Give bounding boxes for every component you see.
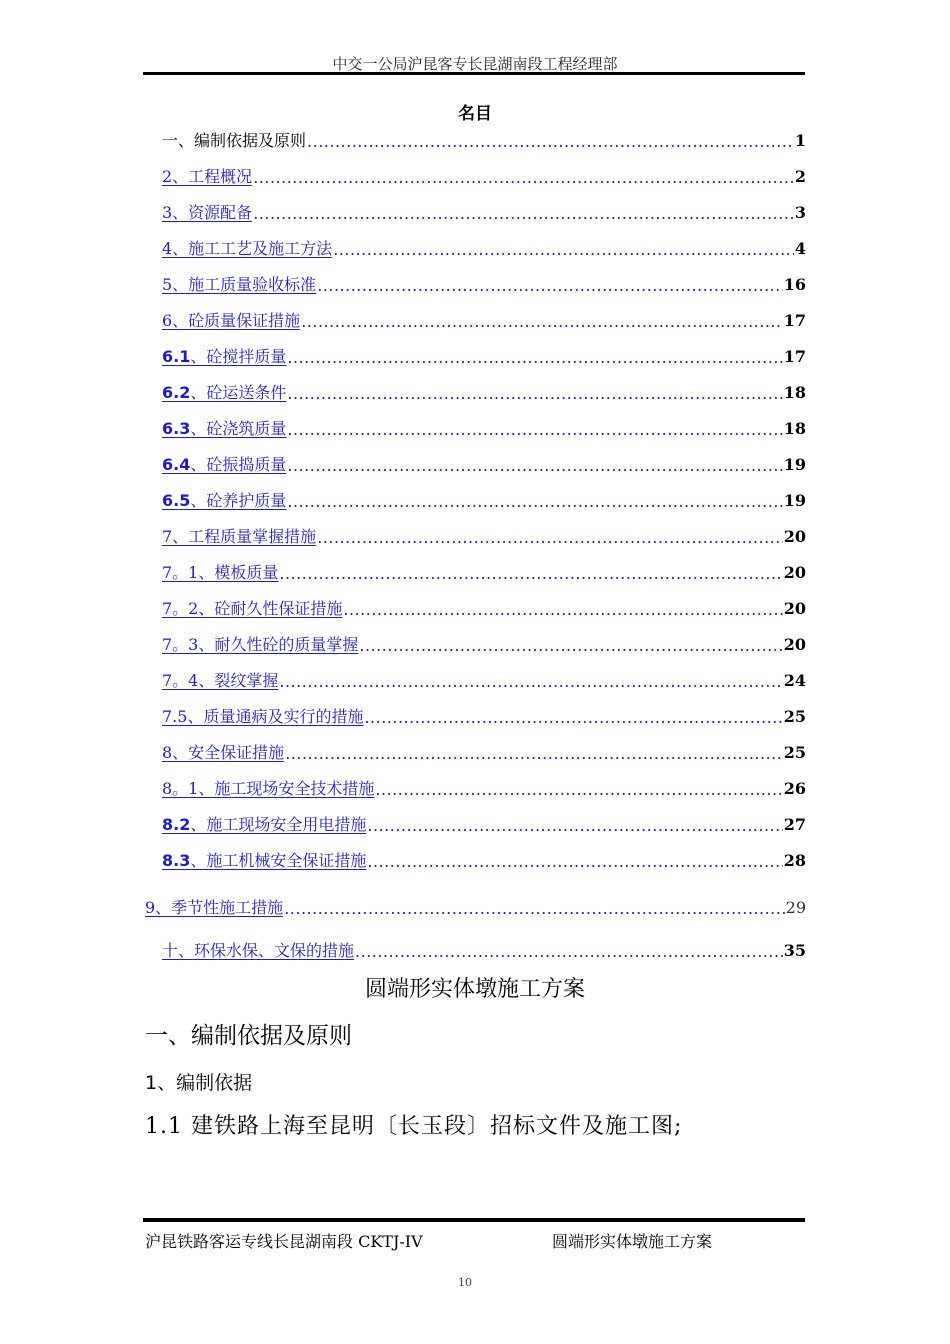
toc-entry-page: 20	[783, 635, 806, 654]
toc-entry-number: 8.3	[162, 851, 191, 870]
page-header: 中交一公局沪昆客专长昆湖南段工程经理部	[332, 55, 618, 73]
toc-entry-number: 6.1	[162, 347, 191, 366]
toc-entry-page: 3	[794, 203, 806, 222]
toc-leader-dots	[284, 900, 784, 918]
toc-title: 名目	[458, 104, 492, 124]
toc-entry[interactable]	[162, 847, 806, 871]
toc-entry-label[interactable]: 8.2、施工现场安全用电措施	[162, 815, 367, 834]
footer-left-text: 沪昆铁路客运专线长昆湖南段 CKTJ-IV	[145, 1232, 423, 1251]
toc-leader-dots	[375, 781, 782, 799]
toc-entry-page: 17	[783, 311, 806, 330]
toc-entry-page: 17	[783, 347, 806, 366]
toc-entry[interactable]	[162, 631, 806, 655]
toc-entry[interactable]	[162, 379, 806, 403]
toc-leader-dots	[253, 169, 794, 187]
footer-rule	[143, 1218, 805, 1222]
toc-leader-dots	[367, 853, 782, 871]
toc-entry[interactable]	[162, 487, 806, 511]
toc-entry[interactable]	[162, 235, 806, 259]
toc-entry[interactable]	[162, 271, 806, 295]
toc-entry-page: 20	[783, 599, 806, 618]
toc-entry-page: 19	[783, 455, 806, 474]
toc-entry-page: 25	[783, 743, 806, 762]
toc-entry-page: 18	[783, 419, 806, 438]
toc-leader-dots	[343, 601, 782, 619]
toc-entry-label[interactable]: 6.3、砼浇筑质量	[162, 419, 287, 438]
toc-entry-label[interactable]: 7.5、质量通病及实行的措施	[162, 707, 364, 726]
toc-leader-dots	[359, 637, 782, 655]
toc-leader-dots	[253, 205, 794, 223]
toc-leader-dots	[279, 673, 782, 691]
toc-entry[interactable]	[162, 739, 806, 763]
toc-entry-label: 一、编制依据及原则	[162, 131, 307, 150]
toc-entry[interactable]	[162, 343, 806, 367]
toc-entry-label[interactable]: 8。1、施工现场安全技术措施	[162, 779, 375, 798]
toc-entry[interactable]	[145, 894, 806, 918]
toc-entry[interactable]	[162, 937, 806, 961]
toc-entry-label[interactable]: 5、施工质量验收标准	[162, 275, 317, 294]
toc-entry-page: 1	[794, 131, 806, 150]
toc-leader-dots	[285, 745, 783, 763]
toc-leader-dots	[287, 457, 782, 475]
toc-entry[interactable]	[162, 775, 806, 799]
toc-entry[interactable]	[162, 127, 806, 151]
toc-entry-label[interactable]: 4、施工工艺及施工方法	[162, 239, 333, 258]
toc-entry-label[interactable]: 8、安全保证措施	[162, 743, 285, 762]
toc-entry-page: 16	[783, 275, 806, 294]
toc-entry-label[interactable]: 9、季节性施工措施	[145, 898, 284, 917]
toc-leader-dots	[364, 709, 782, 727]
toc-entry-label[interactable]: 6.2、砼运送条件	[162, 383, 287, 402]
toc-entry-page: 19	[783, 491, 806, 510]
toc-entry-label[interactable]: 7。4、裂纹掌握	[162, 671, 279, 690]
toc-entry-label[interactable]: 6.1、砼搅拌质量	[162, 347, 287, 366]
toc-entry[interactable]	[162, 415, 806, 439]
toc-entry[interactable]	[162, 667, 806, 691]
toc-entry[interactable]	[162, 703, 806, 727]
toc-entry-page: 26	[783, 779, 806, 798]
toc-entry-page: 2	[794, 167, 806, 186]
toc-entry-page: 24	[783, 671, 806, 690]
toc-entry-label[interactable]: 6.4、砼振捣质量	[162, 455, 287, 474]
toc-leader-dots	[355, 943, 783, 961]
body-paragraph: 1.1 建铁路上海至昆明〔长玉段〕招标文件及施工图;	[145, 1114, 683, 1139]
toc-leader-dots	[287, 421, 782, 439]
toc-entry-page: 27	[783, 815, 806, 834]
toc-entry-number: 6.5	[162, 491, 191, 510]
toc-entry[interactable]	[162, 523, 806, 547]
toc-leader-dots	[317, 529, 783, 547]
toc-leader-dots	[279, 565, 782, 583]
page-number: 10	[458, 1276, 472, 1289]
toc-entry-label[interactable]: 十、环保水保、文保的措施	[162, 941, 355, 960]
toc-entry[interactable]	[162, 811, 806, 835]
toc-leader-dots	[367, 817, 782, 835]
toc-entry-page: 28	[783, 851, 806, 870]
section-heading: 一、编制依据及原则	[145, 1023, 352, 1049]
toc-leader-dots	[333, 241, 794, 259]
toc-entry-label[interactable]: 6.5、砼养护质量	[162, 491, 287, 510]
toc-entry[interactable]	[162, 595, 806, 619]
toc-entry-number: 8.2	[162, 815, 191, 834]
toc-entry[interactable]	[162, 199, 806, 223]
toc-entry-page: 20	[783, 563, 806, 582]
toc-entry-label[interactable]: 3、资源配备	[162, 203, 253, 222]
toc-entry-label[interactable]: 7。3、耐久性砼的质量掌握	[162, 635, 359, 654]
toc-entry-number: 6.2	[162, 383, 191, 402]
toc-entry-page: 20	[783, 527, 806, 546]
toc-entry[interactable]	[162, 559, 806, 583]
toc-entry-label[interactable]: 6、砼质量保证措施	[162, 311, 301, 330]
toc-entry-label[interactable]: 8.3、施工机械安全保证措施	[162, 851, 367, 870]
toc-entry-label[interactable]: 7、工程质量掌握措施	[162, 527, 317, 546]
toc-leader-dots	[307, 133, 794, 151]
toc-leader-dots	[301, 313, 783, 331]
toc-entry-number: 6.4	[162, 455, 191, 474]
header-rule	[143, 72, 805, 75]
document-title: 圆端形实体墩施工方案	[364, 977, 585, 1002]
subsection-heading: 1、编制依据	[145, 1072, 253, 1094]
toc-entry-page: 29	[785, 898, 806, 917]
toc-entry-label[interactable]: 7。1、模板质量	[162, 563, 279, 582]
toc-entry[interactable]	[162, 451, 806, 475]
toc-entry-number: 6.3	[162, 419, 191, 438]
toc-entry-page: 4	[794, 239, 806, 258]
toc-entry[interactable]	[162, 307, 806, 331]
toc-leader-dots	[287, 385, 782, 403]
footer-right-text: 圆端形实体墩施工方案	[552, 1232, 713, 1251]
toc-entry-label[interactable]: 2、工程概况	[162, 167, 253, 186]
toc-leader-dots	[287, 349, 782, 367]
toc-entry-page: 35	[783, 941, 806, 960]
toc-entry[interactable]	[162, 163, 806, 187]
toc-entry-page: 25	[783, 707, 806, 726]
toc-entry-label[interactable]: 7。2、砼耐久性保证措施	[162, 599, 343, 618]
toc-leader-dots	[287, 493, 782, 511]
toc-entry-page: 18	[783, 383, 806, 402]
toc-leader-dots	[317, 277, 783, 295]
